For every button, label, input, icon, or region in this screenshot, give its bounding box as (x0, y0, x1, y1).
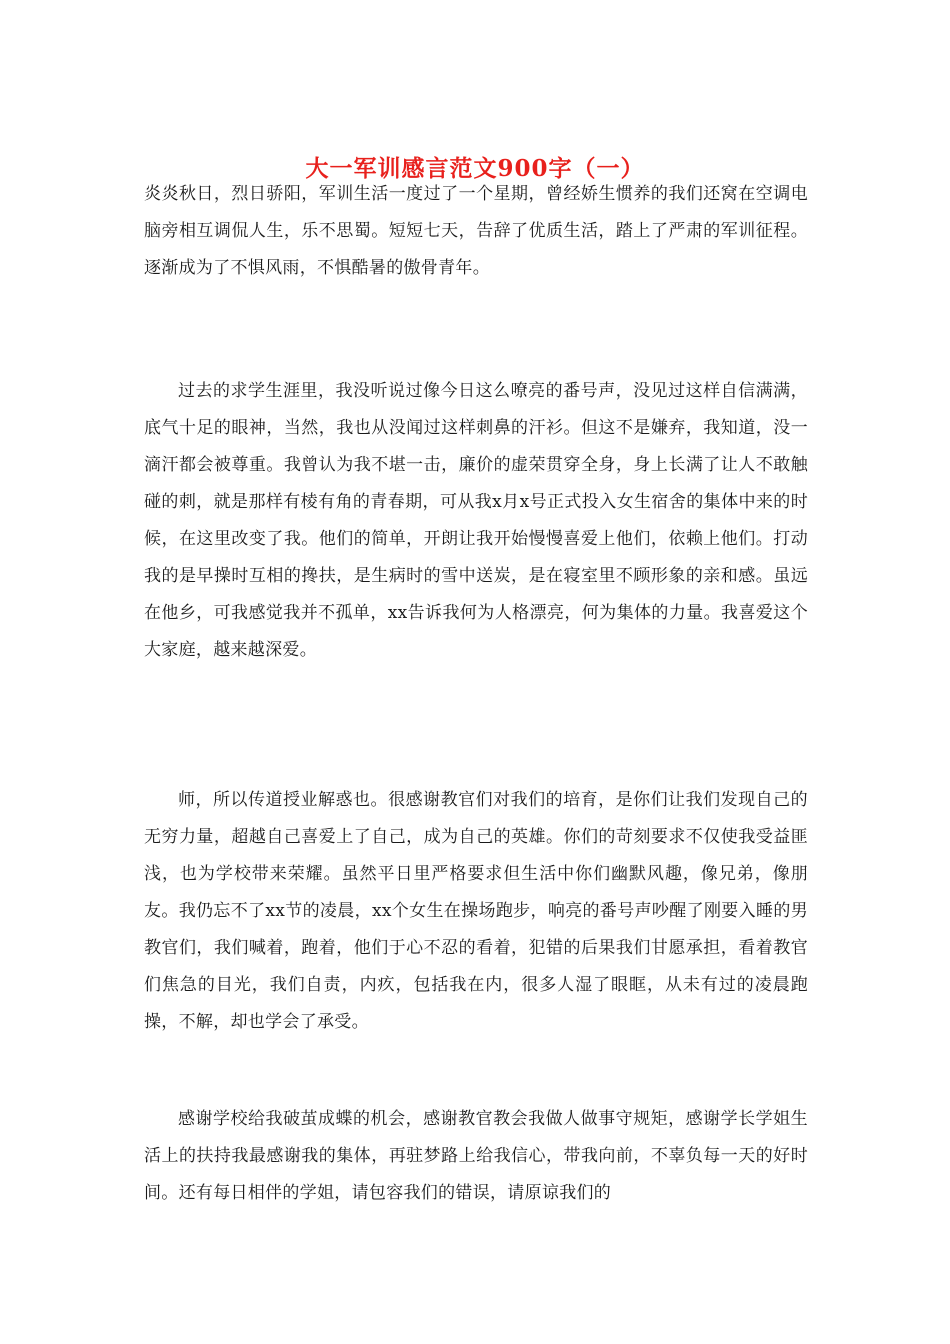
paragraph-4: 感谢学校给我破茧成蝶的机会，感谢教官教会我做人做事守规矩，感谢学长学姐生活上的扶持我最感谢我的集体，再驻梦路上给我信心，带我向前，不辜负每一天的好时间。还有每日相伴的学姐，请包容我们的错误，请原谅我们的 (144, 1109, 808, 1203)
paragraph-2: 过去的求学生涯里，我没听说过像今日这么嘹亮的番号声，没见过这样自信满满，底气十足的眼神，当然，我也从没闻过这样刺鼻的汗衫。但这不是嫌弃，我知道，没一滴汗都会被尊重。我曾认为我不堪一击，廉价的虚荣贯穿全身，身上长满了让人不敢触碰的刺，就是那样有棱有角的青春期，可从我x月x号正式投入女生宿舍的集体中来的时候，在这里改变了我。他们的简单，开朗让我开始慢慢喜爱上他们，依赖上他们。打动我的是早操时互相的搀扶，是生病时的雪中送炭，是在寝室里不顾形象的亲和感。虽远在他乡，可我感觉我并不孤单，xx告诉我何为人格漂亮，何为集体的力量。我喜爱这个大家庭，越来越深爱。 (144, 381, 808, 660)
paragraph-1: 炎炎秋日，烈日骄阳，军训生活一度过了一个星期，曾经娇生惯养的我们还窝在空调电脑旁相互调侃人生，乐不思蜀。短短七天，告辞了优质生活，踏上了严肃的军训征程。逐渐成为了不惧风雨，不惧酷暑的傲骨青年。 (144, 184, 808, 278)
paragraph-3: 师，所以传道授业解惑也。很感谢教官们对我们的培育，是你们让我们发现自己的无穷力量，超越自己喜爱上了自己，成为自己的英雄。你们的苛刻要求不仅使我受益匪浅，也为学校带来荣耀。虽然平日里严格要求但生活中你们幽默风趣，像兄弟，像朋友。我仍忘不了xx节的凌晨，xx个女生在操场跑步，响亮的番号声吵醒了刚要入睡的男教官们，我们喊着，跑着，他们于心不忍的看着，犯错的后果我们甘愿承担，看着教官们焦急的目光，我们自责，内疚，包括我在内，很多人湿了眼眶，从未有过的凌晨跑操，不解，却也学会了承受。 (144, 790, 808, 1032)
document-title: 大一军训感言范文900字（一） (305, 155, 645, 182)
